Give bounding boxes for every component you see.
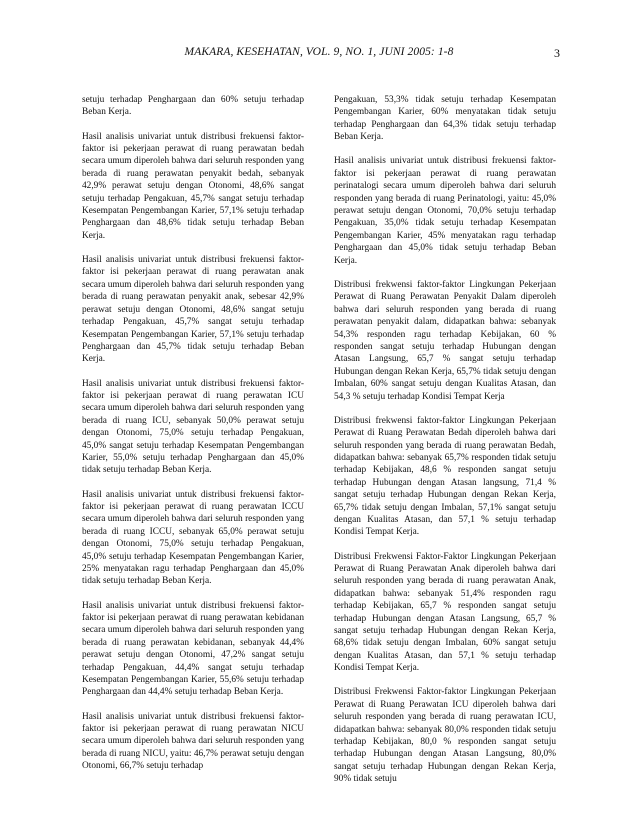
paragraph: Hasil analisis univariat untuk distribusi frekuensi faktor-faktor isi pekerjaan perawat di ruang perawatan NICU secara umum diperoleh bahwa dari seluruh responden yang berada di ruang NICU, yaitu: 46,7% perawat setuju dengan Otonomi, 66,7% setuju terhadap <box>82 711 304 772</box>
paragraph: Hasil analisis univariat untuk distribusi frekuensi faktor-faktor isi pekerjaan perawat di ruang perawatan ICU secara umum diperoleh bahwa dari seluruh responden yang berada di ruang ICU, sebanyak 50,0% perawat setuju dengan Otonomi, 75,0% setuju terhadap Pengakuan, 45,0% sangat setuju terhadap Kesempatan Pengembangan Karier, 55,0% setuju terhadap Penghargaan dan 45,0% tidak setuju terhadap Beban Kerja. <box>82 378 304 476</box>
running-title: MAKARA, KESEHATAN, VOL. 9, NO. 1, JUNI 2005: 1-8 <box>184 46 454 58</box>
paragraph: Distribusi Frekwensi Faktor-faktor Lingkungan Pekerjaan Perawat di Ruang Perawatan ICU diperoleh bahwa dari seluruh responden yang berada di ruang perawatan ICU, didapatkan bahwa: sebanyak 80,0% responden tidak setuju terhadap Kebijakan, 80,0 % responden sangat setuju terhadap Hubungan dengan Atasan Langsung, 80,0% sangat setuju terhadap Hubungan dengan Rekan Kerja, 90% tidak setuju <box>334 687 556 785</box>
right-column <box>334 94 556 798</box>
paragraph: Hasil analisis univariat untuk distribusi frekuensi faktor-faktor isi pekerjaan perawat di ruang perawatan bedah secara umum diperoleh bahwa dari seluruh responden yang berada di ruang perawatan penyakit bedah, sebanyak 42,9% perawat setuju dengan Otonomi, 48,6% sangat setuju terhadap Pengakuan, 45,7% sangat setuju terhadap Kesempatan Pengembangan Karier, 57,1% setuju terhadap Penghargaan dan 48,6% tidak setuju terhadap Beban Kerja. <box>82 131 304 241</box>
paragraph: Hasil analisis univariat untuk distribusi frekuensi faktor-faktor isi pekerjaan perawat di ruang perawatan ICCU secara umum diperoleh bahwa dari seluruh responden yang berada di ruang ICCU, sebanyak 65,0% perawat setuju dengan Otonomi, 75,0% setuju terhadap Pengakuan, 45,0% setuju terhadap Kesempatan Pengembangan Karier, 25% menyatakan ragu terhadap Penghargaan dan 45,0% tidak setuju terhadap Beban Kerja. <box>82 489 304 587</box>
paragraph: Distribusi frekwensi faktor-faktor Lingkungan Pekerjaan Perawat di Ruang Perawatan Penyakit Dalam diperoleh bahwa dari seluruh responden yang berada di ruang perawatan penyakit dalam, didapatkan bahwa: sebanyak 54,3% responden ragu terhadap Kebijakan, 60 % responden sangat setuju terhadap Hubungan dengan Atasan Langsung, 65,7 % sangat setuju terhadap Hubungan dengan Rekan Kerja, 65,7% tidak setuju dengan Imbalan, 60% sangat setuju dengan Kualitas Atasan, dan 54,3 % setuju terhadap Kondisi Tempat Kerja <box>334 279 556 402</box>
running-header <box>0 46 638 66</box>
paragraph: setuju terhadap Penghargaan dan 60% setuju terhadap Beban Kerja. <box>82 95 304 118</box>
paragraph: Hasil analisis univariat untuk distribusi frekuensi faktor-faktor isi pekerjaan perawat di ruang perawatan anak secara umum diperoleh bahwa dari seluruh responden yang berada di ruang perawatan penyakit anak, sebesar 42,9% perawat setuju dengan Otonomi, 48,6% sangat setuju terhadap Pengakuan, 45,7% sangat setuju terhadap Kesempatan Pengembangan Karier, 57,1% setuju terhadap Penghargaan dan 45,7% tidak setuju terhadap Beban Kerja. <box>82 255 304 365</box>
paragraph: Pengakuan, 53,3% tidak setuju terhadap Kesempatan Pengembangan Karier, 60% menyatakan tidak setuju terhadap Penghargaan dan 64,3% tidak setuju terhadap Beban Kerja. <box>334 95 556 143</box>
paragraph: Hasil analisis univariat untuk distribusi frekuensi faktor-faktor isi pekerjaan perawat di ruang perawatan kebidanan secara umum diperoleh bahwa dari seluruh responden yang berada di ruang perawatan kebidanan, sebanyak 44,4% perawat setuju dengan Otonomi, 47,2% sangat setuju terhadap Pengakuan, 44,4% sangat setuju terhadap Kesempatan Pengembangan Karier, 55,6% setuju terhadap Penghargaan dan 44,4% setuju terhadap Beban Kerja. <box>82 600 304 698</box>
left-column <box>82 94 304 784</box>
paragraph: Hasil analisis univariat untuk distribusi frekuensi faktor-faktor isi pekerjaan perawat di ruang perawatan perinatalogi secara umum diperoleh bahwa dari seluruh responden yang berada di ruang Perinatologi, yaitu: 45,0% perawat setuju dengan Otonomi, 70,0% setuju terhadap Pengakuan, 35,0% tidak setuju terhadap Kesempatan Pengembangan Karier, 45% menyatakan ragu terhadap Penghargaan dan 45,0% tidak setuju terhadap Beban Kerja. <box>334 156 556 266</box>
paragraph: Distribusi Frekwensi Faktor-Faktor Lingkungan Pekerjaan Perawat di Ruang Perawatan Anak diperoleh bahwa dari seluruh responden yang berada di ruang perawatan Anak, didapatkan bahwa: sebanyak 51,4% responden ragu terhadap Kebijakan, 65,7 % responden sangat setuju terhadap Hubungan dengan Atasan Langsung, 65,7 % sangat setuju terhadap Hubungan dengan Rekan Kerja, 68,6% tidak setuju dengan Imbalan, 60% sangat setuju dengan Kualitas Atasan, dan 57,1 % setuju terhadap Kondisi Tempat Kerja. <box>334 551 556 674</box>
page-number: 3 <box>554 46 560 60</box>
paragraph: Distribusi frekwensi faktor-faktor Lingkungan Pekerjaan Perawat di Ruang Perawatan Bedah diperoleh bahwa dari seluruh responden yang berada di ruang perawatan Bedah, didapatkan bahwa: sebanyak 65,7% responden tidak setuju terhadap Kebijakan, 48,6 % responden sangat setuju terhadap Hubungan dengan Atasan langsung, 71,4 % sangat setuju terhadap Hubungan dengan Rekan Kerja, 65,7% tidak setuju dengan Imbalan, 57,1% sangat setuju dengan Kualitas Atasan, dan 57,1 % setuju terhadap Kondisi Tempat Kerja. <box>334 415 556 538</box>
